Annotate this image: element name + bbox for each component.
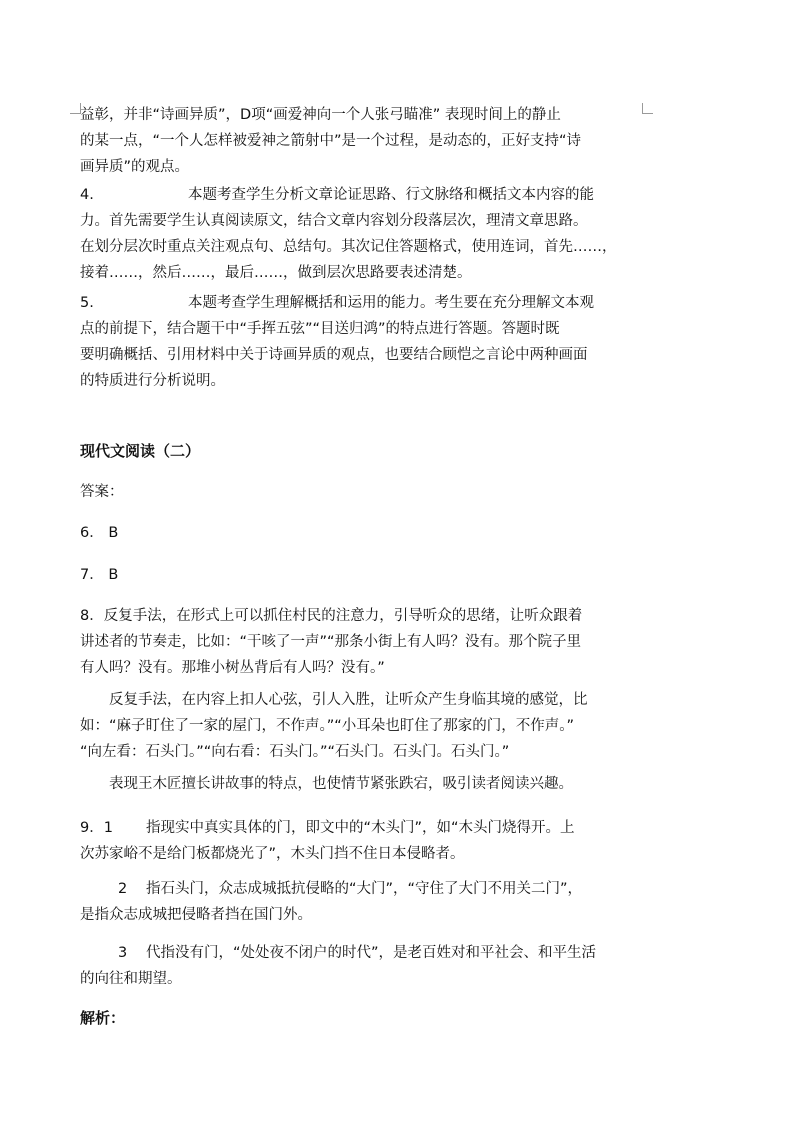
text-line: 讲述者的节奏走，比如：“干咳了一声”“那条小街上有人吗？没有。那个院子里 [80, 634, 582, 650]
answer-8-paragraph-1 [80, 603, 640, 681]
text-span: 本题考查学生分析文章论证思路、行文脉络和概括文本内容的能 [188, 187, 594, 203]
answer-9-paragraph-1 [80, 815, 640, 867]
answer-7 [80, 562, 640, 588]
text-line: 是指众志成城把侵略者挡在国门外。 [80, 907, 312, 923]
text-line: 表现王木匠擅长讲故事的特点，也使情节紧张跌宕，吸引读者阅读兴趣。 [109, 776, 573, 792]
text-line: 要明确概括、引用材料中关于诗画异质的观点，也要结合顾恺之言论中两种画面 [80, 347, 588, 363]
text-line: 反复手法，在内容上扣人心弦，引人入胜，让听众产生身临其境的感觉，比 [109, 692, 588, 708]
item-number: 4. [80, 187, 94, 203]
answer-8-paragraph-3 [80, 771, 640, 797]
analysis-label: 解析： [80, 1009, 126, 1027]
crop-mark-top-right [642, 103, 653, 114]
text-line [80, 876, 640, 902]
text-line: 有人吗？没有。那堆小树丛背后有人吗？没有。” [80, 660, 385, 676]
text-line: 7． B [80, 567, 119, 583]
text-line: 次苏家峪不是给门板都烧光了”，木头门挡不住日本侵略者。 [80, 846, 465, 862]
paragraph-top [80, 102, 640, 180]
text-line: 的特质进行分析说明。 [80, 373, 225, 389]
text-line: 的向往和期望。 [80, 971, 182, 987]
item-number: 9．1 [80, 820, 113, 836]
text-line: 6． B [80, 525, 119, 541]
text-line: “向左看：石头门。”“向右看：石头门。”“石头门。石头门。石头门。” [80, 744, 510, 760]
item-number: 5. [80, 295, 94, 311]
text-line: 8．反复手法，在形式上可以抓住村民的注意力，引导听众的思绪，让听众跟着 [80, 608, 583, 624]
section-title: 现代文阅读（二） [80, 442, 201, 460]
text-line: 益彰，并非“诗画异质”，D项“画爱神向一个人张弓瞄准” 表现时间上的静止 [80, 107, 561, 123]
text-line [80, 940, 640, 966]
text-line: 力。首先需要学生认真阅读原文，结合文章内容划分段落层次，理清文章思路。 [80, 213, 588, 229]
item-4-paragraph [80, 182, 640, 286]
text-line: 答案： [80, 484, 124, 500]
item-number: 2 [118, 881, 128, 897]
text-line [80, 815, 640, 841]
text-span: 指石头门，众志成城抵抗侵略的“大门”，“守住了大门不用关二门”， [146, 881, 583, 897]
text-line: 的某一点，“一个人怎样被爱神之箭射中”是一个过程，是动态的，正好支持“诗 [80, 133, 582, 149]
text-line: 如：“麻子盯住了一家的屋门，不作声。”“小耳朵也盯住了那家的门，不作声。” [80, 718, 575, 734]
item-number: 3 [118, 945, 128, 961]
answer-8-paragraph-2 [80, 687, 640, 765]
text-span: 指现实中真实具体的门，即文中的“木头门”，如“木头门烧得开。上 [146, 820, 575, 836]
text-span: 本题考查学生理解概括和运用的能力。考生要在充分理解文本观 [188, 295, 594, 311]
text-line [80, 290, 640, 316]
text-line: 画异质”的观点。 [80, 159, 190, 175]
text-line [80, 182, 640, 208]
text-line: 在划分层次时重点关注观点句、总结句。其次记住答题格式，使用连词，首先……， [80, 239, 617, 255]
item-5-paragraph [80, 290, 640, 394]
answer-label [80, 479, 640, 505]
text-line: 接着……，然后……，最后……，做到层次思路要表述清楚。 [80, 265, 472, 281]
answer-9-paragraph-3 [80, 940, 640, 992]
answer-9-paragraph-2 [80, 876, 640, 928]
text-span: 代指没有门，“处处夜不闭户的时代”，是老百姓对和平社会、和平生活 [146, 945, 597, 961]
answer-6 [80, 520, 640, 546]
text-line: 点的前提下，结合题干中“手挥五弦”“目送归鸿”的特点进行答题。答题时既 [80, 321, 560, 337]
